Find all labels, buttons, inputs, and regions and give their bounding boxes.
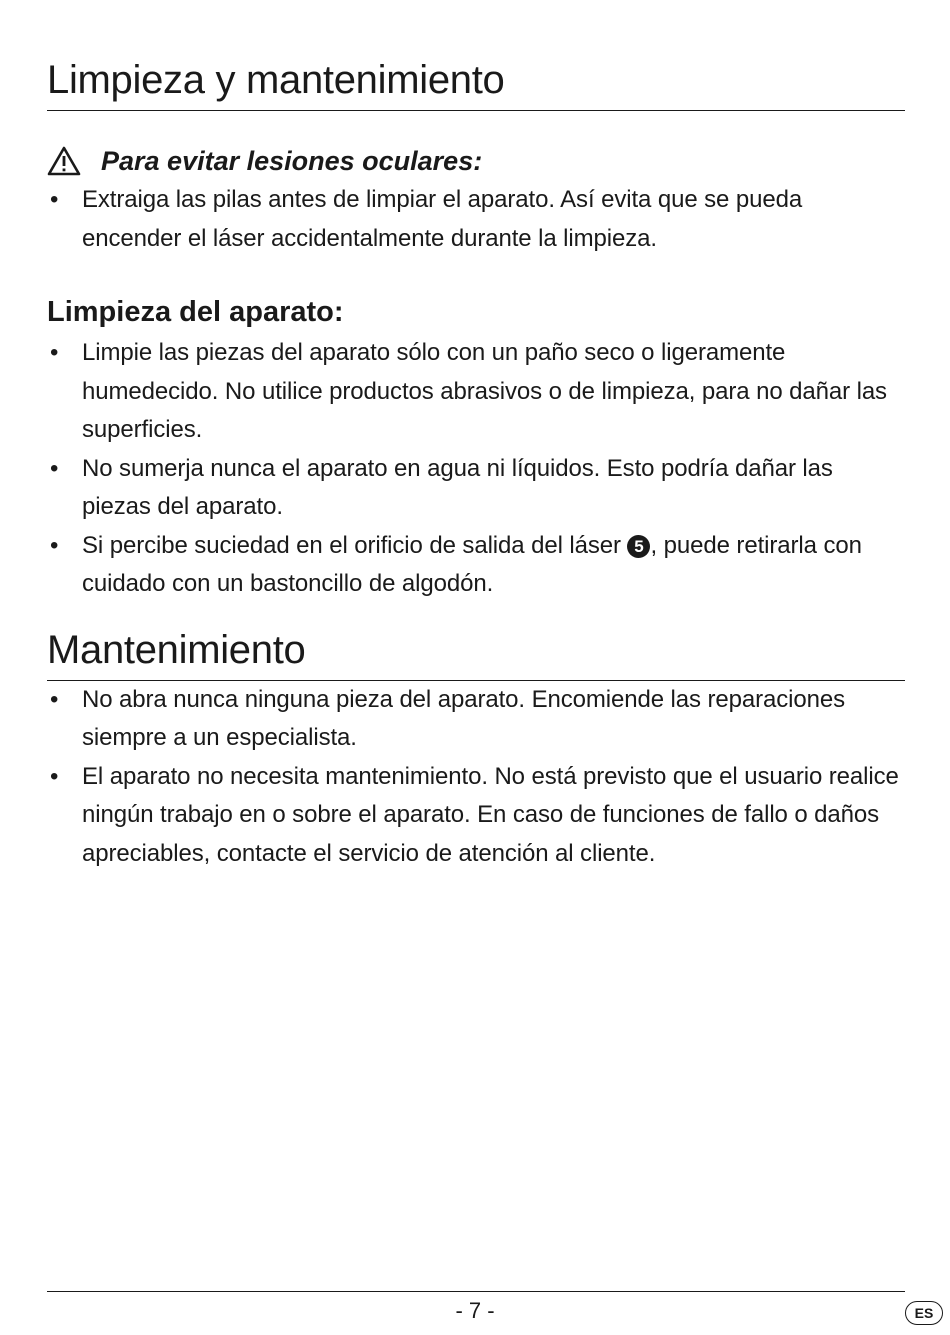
section-title-maintenance: Mantenimiento — [47, 626, 905, 681]
list-item: • No sumerja nunca el aparato en agua ni líquidos. Esto podría dañar las piezas del aparato. — [47, 450, 905, 527]
warning-heading-text: Para evitar lesiones oculares: — [101, 146, 483, 176]
list-item: • No abra nunca ninguna pieza del aparato. Encomiende las reparaciones siempre a un especialista. — [47, 681, 905, 758]
section-title-cleaning-maintenance: Limpieza y mantenimiento — [47, 56, 905, 111]
page-content — [47, 0, 905, 873]
laser-text-after: , puede retirarla con cuidado con un bastoncillo de algodón. — [82, 531, 862, 597]
footer-divider — [47, 1291, 905, 1292]
list-item: • Extraiga las pilas antes de limpiar el aparato. Así evita que se pueda encender el láser accidentalmente durante la limpieza. — [47, 181, 905, 258]
list-item-laser-opening — [47, 527, 905, 604]
list-item: • El aparato no necesita mantenimiento. No está previsto que el usuario realice ningún trabajo en o sobre el aparato. En caso de funciones de fallo o daños apreciables, contacte el servicio de atención al cliente. — [47, 758, 905, 874]
page-number: - 7 - — [455, 1298, 495, 1323]
list-item: • Limpie las piezas del aparato sólo con un paño seco o ligeramente humedecido. No utilice productos abrasivos o de limpieza, para no dañar las superficies. — [47, 334, 905, 450]
maintenance-list — [47, 681, 905, 874]
warning-list — [47, 181, 905, 258]
language-badge: ES — [905, 1301, 943, 1325]
warning-heading — [47, 141, 905, 181]
cleaning-list — [47, 334, 905, 604]
warning-triangle-icon — [47, 146, 81, 176]
laser-text-before: Si percibe suciedad en el orificio de salida del láser — [82, 531, 628, 559]
subheading-device-cleaning: Limpieza del aparato: — [47, 296, 344, 328]
reference-number-badge: 5 — [627, 535, 650, 558]
